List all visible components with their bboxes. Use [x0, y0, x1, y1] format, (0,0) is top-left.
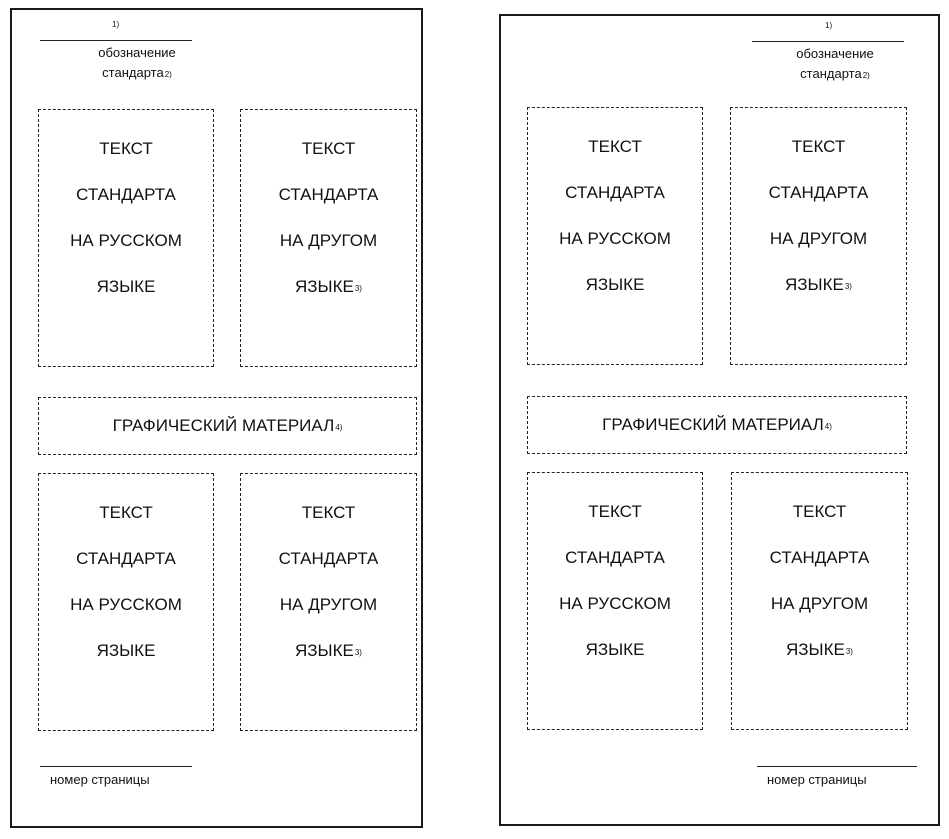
text-line: ТЕКСТ: [588, 502, 642, 521]
text-line: НА ДРУГОМ: [279, 595, 378, 614]
graphic-material-box: [38, 397, 417, 455]
text-line: СТАНДАРТА: [278, 185, 379, 204]
text-box-russian-bottom: [38, 473, 214, 731]
text-line-with-footnote: ЯЗЫКЕ$^{3)}$: [295, 277, 362, 296]
text-box-other-language-bottom: [240, 473, 417, 731]
text-line: НА РУССКОМ: [559, 594, 671, 613]
text-line: СТАНДАРТА: [76, 549, 176, 568]
text-line: ЯЗЫКЕ: [96, 641, 156, 660]
text-line: СТАНДАРТА: [278, 549, 379, 568]
text-box-other-language-top: [240, 109, 417, 367]
footnote-marker: 3): [354, 284, 362, 293]
text-line: СТАНДАРТА: [565, 548, 665, 567]
standard-designation: [62, 43, 212, 83]
header-footnote-marker: 1): [825, 21, 833, 30]
text-line: НА ДРУГОМ: [770, 594, 869, 613]
text-line: ЯЗЫКЕ: [585, 275, 645, 294]
footer-rule: [757, 766, 917, 767]
footnote-marker: 4): [824, 422, 832, 431]
footnote-marker: 4): [335, 423, 343, 432]
designation-footnote: 2): [862, 71, 870, 80]
text-line: НА ДРУГОМ: [279, 231, 378, 250]
text-box-russian-top: [527, 107, 703, 365]
text-line: ТЕКСТ: [791, 137, 846, 156]
footnote-marker: 3): [354, 648, 362, 657]
text-box-russian-bottom: [527, 472, 703, 730]
text-line: ТЕКСТ: [588, 137, 642, 156]
page-number-label: номер страницы: [50, 772, 150, 787]
footnote-marker: 3): [845, 647, 853, 656]
page-left: [10, 8, 423, 828]
text-line: НА РУССКОМ: [559, 229, 671, 248]
text-line: СТАНДАРТА: [769, 548, 870, 567]
text-line: ТЕКСТ: [301, 503, 356, 522]
designation-line-2: стандарта: [800, 66, 862, 81]
text-line: ТЕКСТ: [792, 502, 847, 521]
text-line-with-footnote: ЯЗЫКЕ$^{3)}$: [295, 641, 362, 660]
graphic-material-label: ГРАФИЧЕСКИЙ МАТЕРИАЛ$^{4)}$: [112, 416, 343, 435]
text-box-russian-top: [38, 109, 214, 367]
text-box-other-language-bottom: [731, 472, 908, 730]
text-line: ТЕКСТ: [99, 139, 153, 158]
designation-line-2: стандарта: [102, 65, 164, 80]
text-line-with-footnote: ЯЗЫКЕ$^{3)}$: [785, 275, 852, 294]
text-line: ЯЗЫКЕ: [96, 277, 156, 296]
text-line: СТАНДАРТА: [76, 185, 176, 204]
text-line: НА РУССКОМ: [70, 231, 182, 250]
footer-rule: [40, 766, 192, 767]
footnote-marker: 3): [844, 282, 852, 291]
text-line: ЯЗЫКЕ: [585, 640, 645, 659]
text-box-other-language-top: [730, 107, 907, 365]
text-line: ТЕКСТ: [301, 139, 356, 158]
header-rule: [752, 41, 904, 42]
designation-line-1: обозначение: [98, 45, 176, 60]
text-line: СТАНДАРТА: [768, 183, 869, 202]
text-line: СТАНДАРТА: [565, 183, 665, 202]
designation-line-1: обозначение: [796, 46, 874, 61]
text-line: ТЕКСТ: [99, 503, 153, 522]
designation-footnote: 2): [164, 70, 172, 79]
text-line-with-footnote: ЯЗЫКЕ$^{3)}$: [786, 640, 853, 659]
graphic-material-label: ГРАФИЧЕСКИЙ МАТЕРИАЛ$^{4)}$: [602, 415, 832, 434]
page-right: [499, 14, 940, 826]
header-footnote-marker: 1): [112, 20, 120, 29]
graphic-material-box: [527, 396, 907, 454]
text-line: НА ДРУГОМ: [769, 229, 868, 248]
page-number-label: номер страницы: [767, 772, 867, 787]
header-rule: [40, 40, 192, 41]
standard-designation: [760, 44, 910, 84]
text-line: НА РУССКОМ: [70, 595, 182, 614]
